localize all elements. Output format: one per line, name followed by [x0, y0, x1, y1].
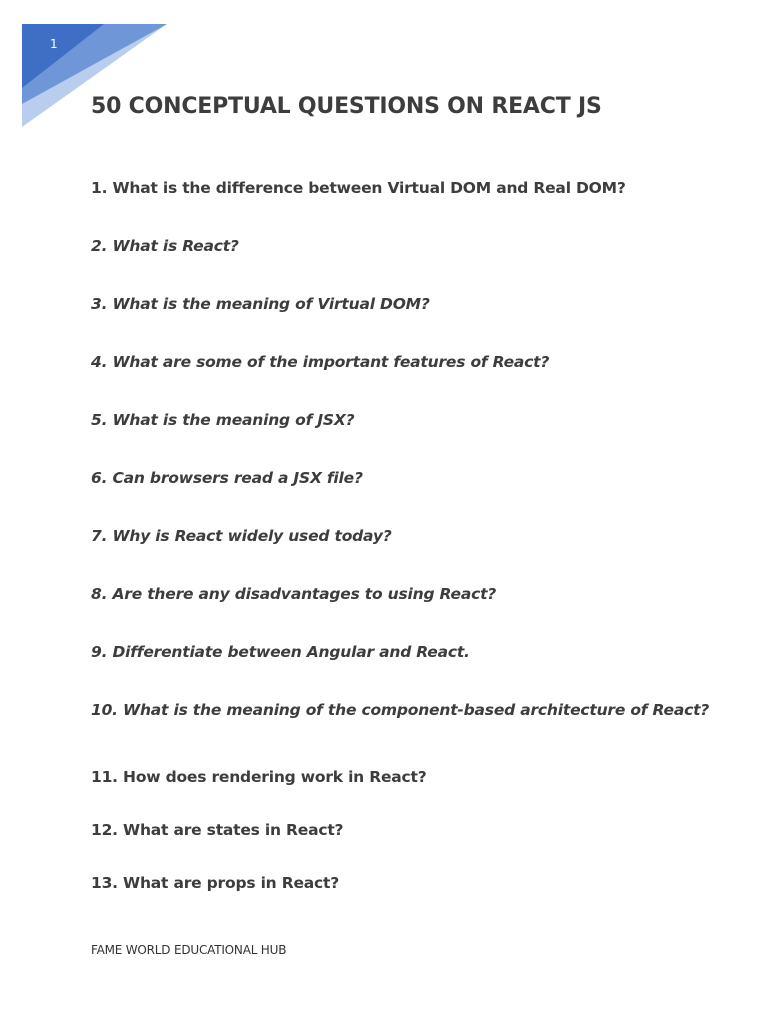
page-title: 50 CONCEPTUAL QUESTIONS ON REACT JS [91, 94, 602, 119]
corner-decoration [0, 0, 200, 140]
footer-text: FAME WORLD EDUCATIONAL HUB [91, 943, 287, 957]
question-13: 13. What are props in React? [91, 874, 340, 892]
question-10: 10. What is the meaning of the component-based architecture of React? [91, 701, 710, 719]
question-8: 8. Are there any disadvantages to using React? [91, 585, 497, 603]
question-7: 7. Why is React widely used today? [91, 527, 392, 545]
question-6: 6. Can browsers read a JSX file? [91, 469, 363, 487]
question-4: 4. What are some of the important features of React? [91, 353, 550, 371]
question-2: 2. What is React? [91, 237, 239, 255]
question-12: 12. What are states in React? [91, 821, 344, 839]
question-5: 5. What is the meaning of JSX? [91, 411, 355, 429]
question-3: 3. What is the meaning of Virtual DOM? [91, 295, 430, 313]
question-11: 11. How does rendering work in React? [91, 768, 427, 786]
question-9: 9. Differentiate between Angular and React. [91, 643, 470, 661]
page-number: 1 [50, 37, 58, 51]
question-1: 1. What is the difference between Virtual DOM and Real DOM? [91, 179, 626, 197]
